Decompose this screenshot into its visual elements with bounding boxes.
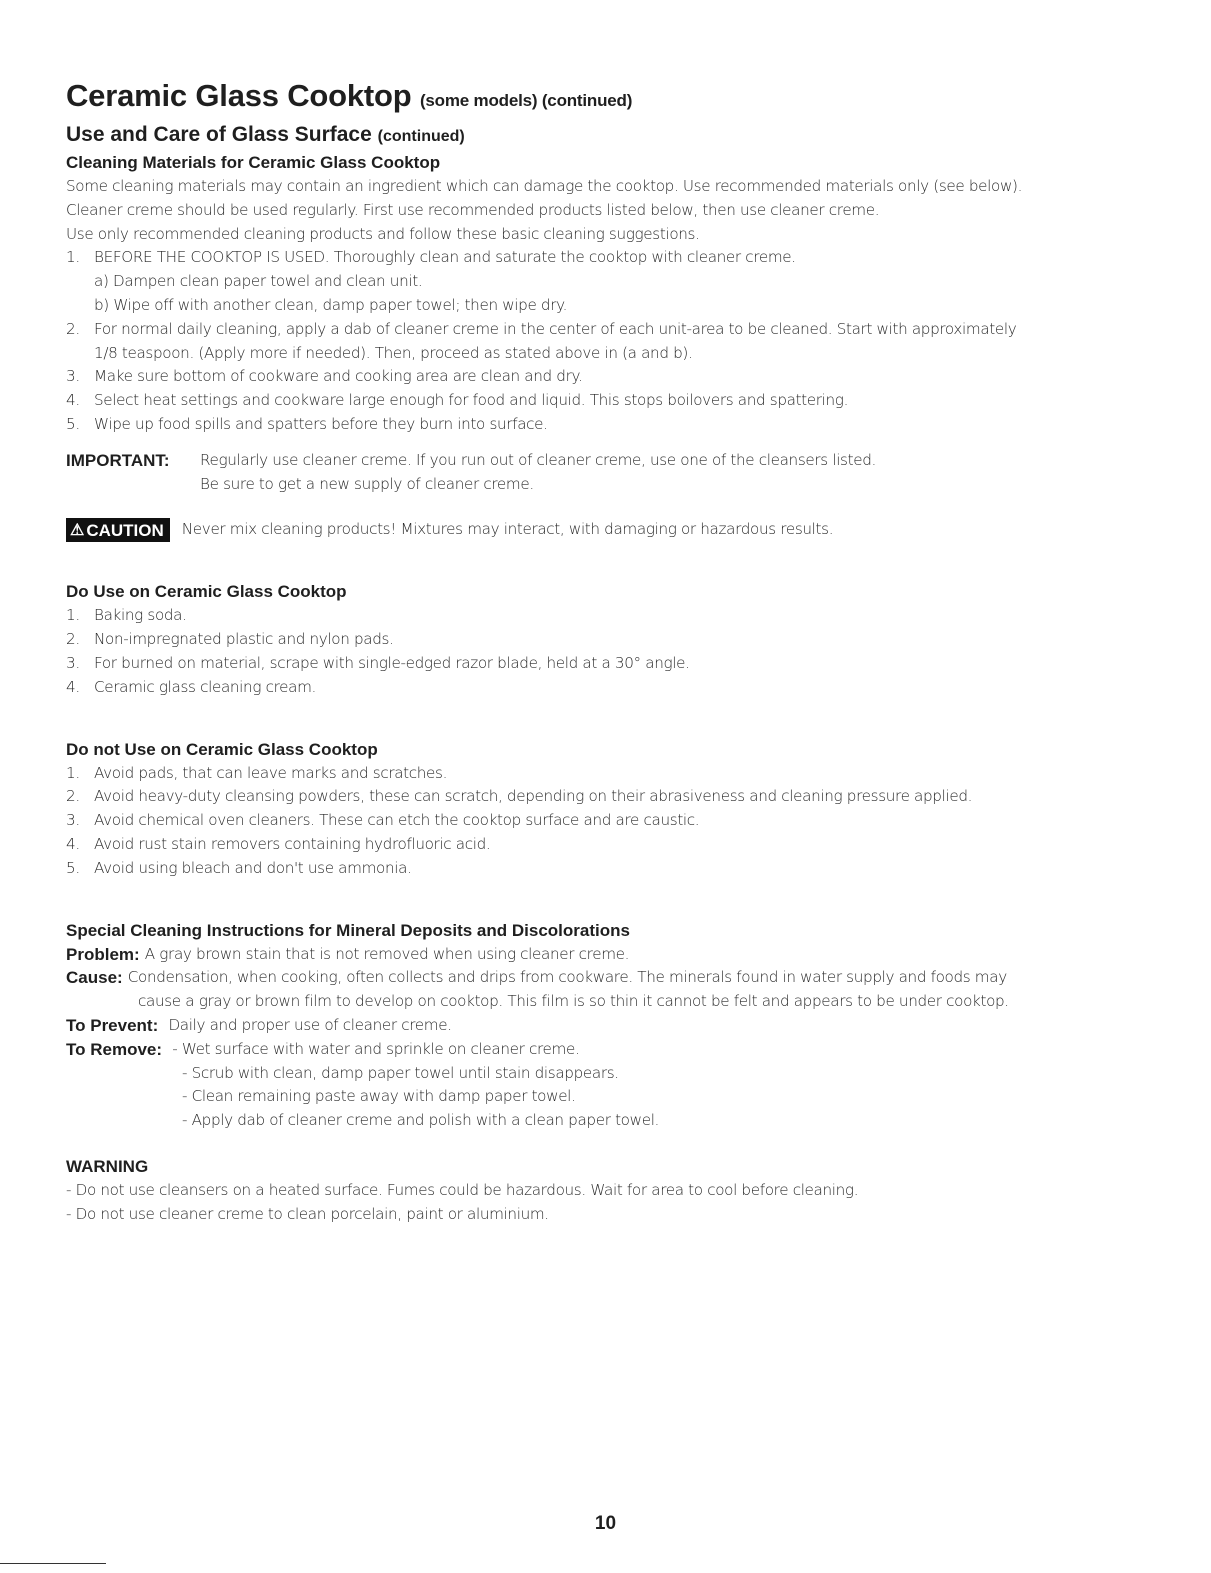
remove-step: - Clean remaining paste away with damp paper towel. [182, 1087, 576, 1106]
remove-row [66, 1038, 1146, 1062]
list-item [66, 318, 1146, 342]
warning-heading: WARNING [66, 1156, 149, 1176]
list-item [66, 833, 1146, 857]
list-text: BEFORE THE COOKTOP IS USED. Thoroughly clean and saturate the cooktop with cleaner creme. [94, 248, 796, 267]
remove-step: - Apply dab of cleaner creme and polish with a clean paper towel. [182, 1111, 660, 1130]
caution-badge-label: CAUTION [86, 521, 164, 541]
list-text: For normal daily cleaning, apply a dab of cleaner creme in the center of each unit-area to be cleaned. Start with approximately [94, 319, 1017, 338]
problem-row [66, 943, 1146, 967]
important-note [66, 449, 1146, 497]
cleaning-materials-section [66, 151, 1146, 437]
list-number: 4. [66, 677, 80, 696]
list-number: 1. [66, 606, 80, 625]
list-item [66, 785, 1146, 809]
prevent-text: Daily and proper use of cleaner creme. [168, 1015, 452, 1034]
page-number: 10 [594, 1513, 617, 1534]
list-number: 1. [66, 763, 80, 782]
list-number: 4. [66, 834, 80, 853]
remove-step: - Scrub with clean, damp paper towel until stain disappears. [182, 1063, 619, 1082]
section-title [66, 121, 1146, 151]
prevent-row [66, 1014, 1146, 1038]
list-item [66, 628, 1146, 652]
do-not-use-heading: Do not Use on Ceramic Glass Cooktop [66, 739, 378, 759]
list-number [66, 270, 94, 294]
list-item [66, 270, 1146, 294]
list-text: Wipe up food spills and spatters before they burn into surface. [94, 414, 548, 433]
remove-step: - Wet surface with water and sprinkle on cleaner creme. [172, 1039, 580, 1058]
page-title-text: Ceramic Glass Cooktop [66, 78, 412, 113]
footer-rule [0, 1563, 106, 1564]
warning-triangle-icon: ⚠ [70, 522, 85, 540]
important-label: IMPORTANT: [66, 450, 170, 470]
cleaning-materials-heading: Cleaning Materials for Ceramic Glass Cooktop [66, 153, 441, 172]
manual-page [66, 78, 1146, 1227]
list-number: 2. [66, 787, 80, 806]
list-text: Baking soda. [94, 606, 187, 625]
list-text: Non-impregnated plastic and nylon pads. [94, 630, 394, 649]
do-use-section [66, 580, 1146, 699]
list-text: a) Dampen clean paper towel and clean unit. [94, 272, 423, 291]
warning-line: - Do not use cleaner creme to clean porcelain, paint or aluminium. [66, 1204, 549, 1223]
list-item [66, 389, 1146, 413]
do-not-use-section [66, 738, 1146, 881]
list-text: Ceramic glass cleaning cream. [94, 677, 317, 696]
list-item [66, 342, 1146, 366]
list-number: 4. [66, 391, 80, 410]
list-text: 1/8 teaspoon. (Apply more if needed). Then, proceed as stated above in (a and b). [94, 343, 693, 362]
remove-label: To Remove: [66, 1039, 163, 1059]
list-text: Select heat settings and cookware large enough for food and liquid. This stops boilovers and spattering. [94, 391, 849, 410]
list-number: 1. [66, 248, 80, 267]
important-body [200, 449, 876, 497]
problem-text: A gray brown stain that is not removed when using cleaner creme. [144, 944, 630, 963]
caution-note [66, 518, 1146, 542]
list-number: 5. [66, 858, 80, 877]
list-number: 5. [66, 414, 80, 433]
intro-line: Use only recommended cleaning products and follow these basic cleaning suggestions. [66, 224, 700, 243]
list-text: Make sure bottom of cookware and cooking area are clean and dry. [94, 367, 583, 386]
list-item [66, 652, 1146, 676]
list-item [66, 762, 1146, 786]
list-text: b) Wipe off with another clean, damp paper towel; then wipe dry. [94, 295, 568, 314]
list-number: 3. [66, 367, 80, 386]
list-number [66, 342, 94, 366]
warning-line: - Do not use cleansers on a heated surface. Fumes could be hazardous. Wait for area to cool before cleaning. [66, 1180, 859, 1199]
list-item [66, 294, 1146, 318]
list-item [66, 676, 1146, 700]
cause-text-continued: cause a gray or brown film to develop on cooktop. This film is so thin it cannot be felt and appears to be under cooktop. [138, 992, 1009, 1011]
prevent-label: To Prevent: [66, 1015, 159, 1035]
list-item [66, 809, 1146, 833]
list-text: Avoid heavy-duty cleansing powders, these can scratch, depending on their abrasiveness and cleaning pressure applied. [94, 787, 973, 806]
caution-badge [66, 518, 170, 542]
list-item [66, 413, 1146, 437]
special-cleaning-section [66, 919, 1146, 1133]
important-line: Be sure to get a new supply of cleaner creme. [200, 474, 534, 493]
list-item [66, 246, 1146, 270]
list-number: 3. [66, 811, 80, 830]
list-number: 3. [66, 653, 80, 672]
caution-text: Never mix cleaning products! Mixtures may interact, with damaging or hazardous results. [181, 520, 834, 539]
section-title-text: Use and Care of Glass Surface [66, 123, 372, 146]
cause-text: Condensation, when cooking, often collects and drips from cookware. The minerals found in water supply and foods may [127, 968, 1007, 987]
list-number: 2. [66, 319, 80, 338]
warning-section [66, 1155, 1146, 1227]
list-item [66, 365, 1146, 389]
intro-line: Cleaner creme should be used regularly. First use recommended products listed below, then use cleaner creme. [66, 200, 880, 219]
list-text: Avoid pads, that can leave marks and scratches. [94, 763, 448, 782]
list-item [66, 857, 1146, 881]
do-use-heading: Do Use on Ceramic Glass Cooktop [66, 582, 347, 602]
cause-label: Cause: [66, 968, 123, 988]
list-text: For burned on material, scrape with single-edged razor blade, held at a 30° angle. [94, 653, 690, 672]
special-cleaning-heading: Special Cleaning Instructions for Mineral Deposits and Discolorations [66, 920, 630, 940]
list-number: 2. [66, 630, 80, 649]
list-text: Avoid chemical oven cleaners. These can etch the cooktop surface and are caustic. [94, 811, 700, 830]
cause-row [66, 966, 1146, 990]
list-text: Avoid using bleach and don't use ammonia. [94, 858, 412, 877]
page-title [66, 78, 1146, 119]
page-title-suffix: (some models) (continued) [419, 91, 633, 110]
problem-label: Problem: [66, 944, 140, 964]
list-text: Avoid rust stain removers containing hydrofluoric acid. [94, 834, 491, 853]
list-number [66, 294, 94, 318]
list-item [66, 604, 1146, 628]
section-title-suffix: (continued) [377, 128, 465, 145]
intro-line: Some cleaning materials may contain an ingredient which can damage the cooktop. Use recommended materials only (see below). [66, 177, 1023, 195]
important-line: Regularly use cleaner creme. If you run out of cleaner creme, use one of the cleansers listed. [200, 450, 876, 469]
